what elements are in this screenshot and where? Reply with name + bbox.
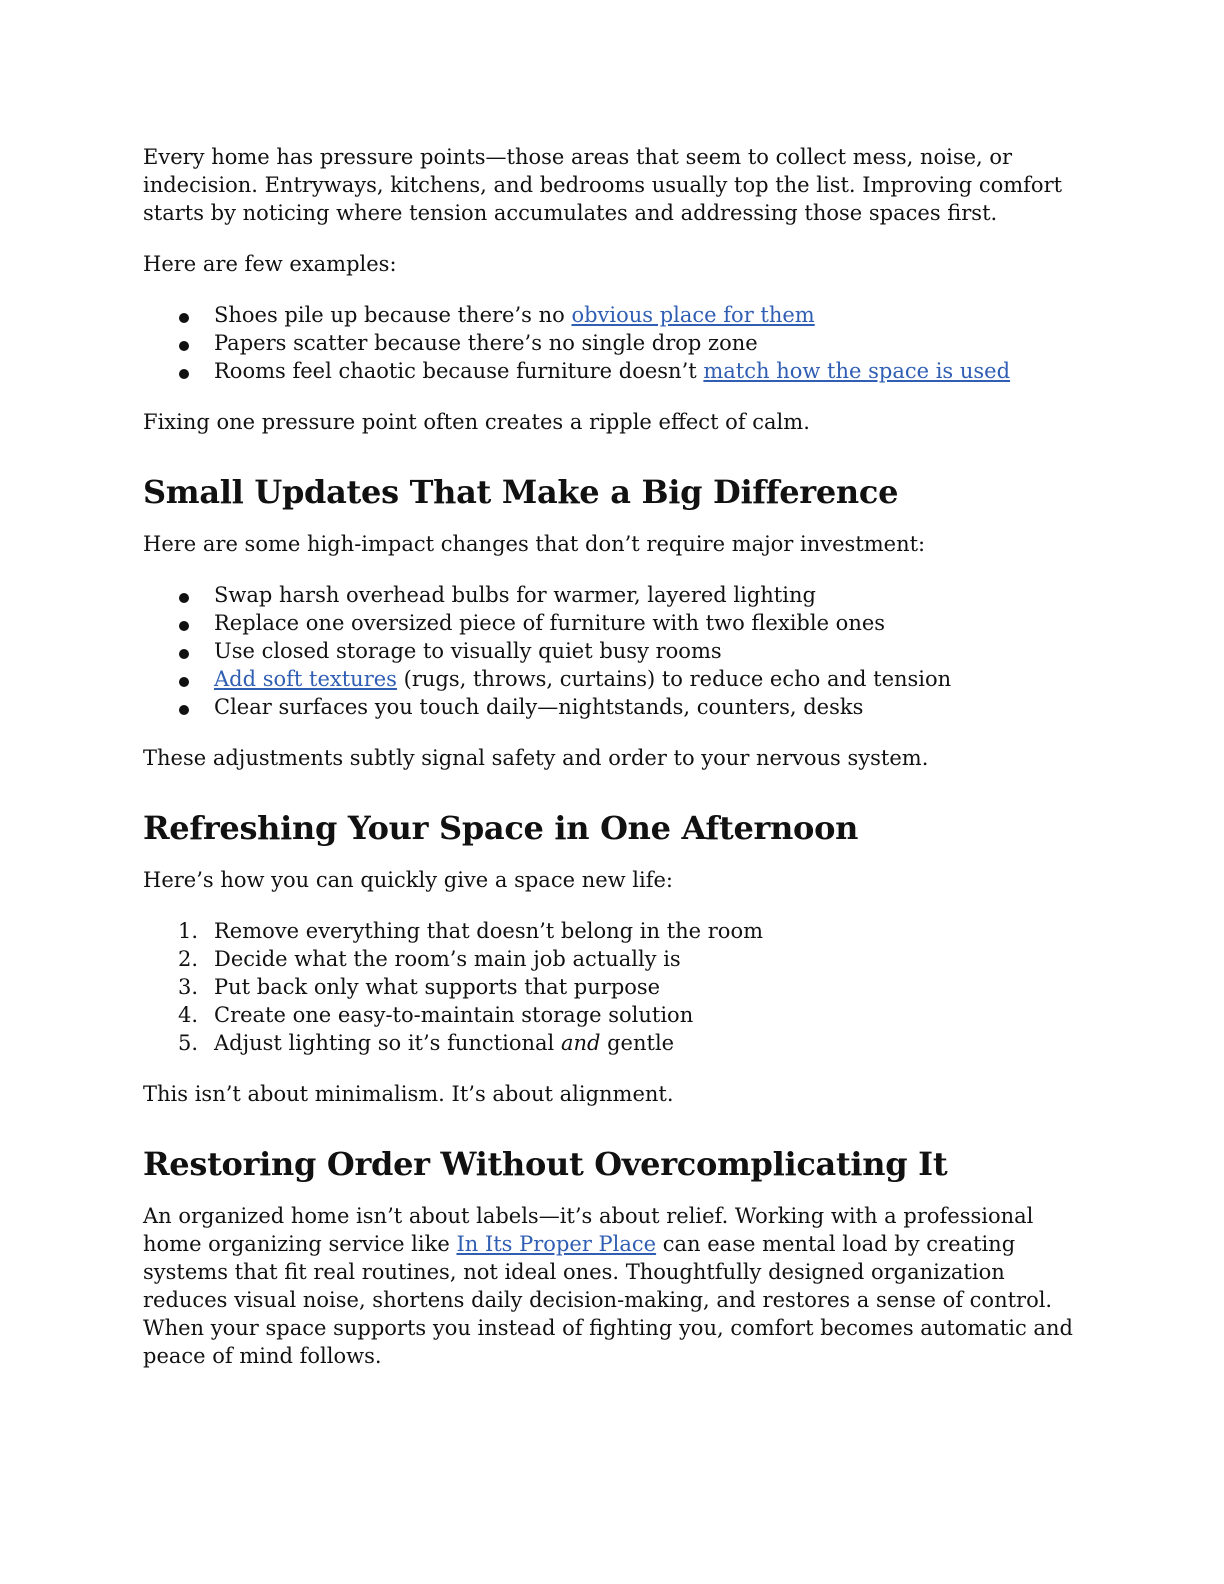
list-item-text: gentle xyxy=(600,1031,675,1055)
list-item xyxy=(143,1029,1083,1057)
list-item-text: Create one easy-to-maintain storage solution xyxy=(214,1003,694,1027)
bullet-icon xyxy=(179,705,189,715)
list-item xyxy=(143,973,1083,1001)
list-item xyxy=(143,637,1083,665)
link-soft-textures[interactable]: Add soft textures xyxy=(214,667,397,691)
step-number: 3. xyxy=(178,975,199,999)
list-item-text: (rugs, throws, curtains) to reduce echo and tension xyxy=(396,667,952,691)
bullet-icon xyxy=(179,369,189,379)
section-heading-small-updates: Small Updates That Make a Big Difference xyxy=(143,473,899,511)
list-item-text: Shoes pile up because there’s no xyxy=(214,303,572,327)
step-number: 2. xyxy=(178,947,199,971)
link-match-space[interactable]: match how the space is used xyxy=(703,359,1011,383)
list-item xyxy=(143,609,1083,637)
step-number: 4. xyxy=(178,1003,199,1027)
intro-closing: Fixing one pressure point often creates a ripple effect of calm. xyxy=(143,410,810,434)
section-heading-refreshing: Refreshing Your Space in One Afternoon xyxy=(143,809,859,847)
bullet-icon xyxy=(179,649,189,659)
paragraph-text: can ease mental load by creating systems that fit real routines, not ideal ones. Thoughtfully designed organization reduces visual noise, shortens daily decision-making, and restores a sense of control. When your space supports you instead of fighting you, comfort becomes automatic and peace of mind follows. xyxy=(143,1232,1073,1368)
list-item-text: Decide what the room’s main job actually is xyxy=(214,947,681,971)
bullet-icon xyxy=(179,593,189,603)
paragraph-text: An organized home isn’t about labels—it’s about relief. Working with a professional home organizing service like xyxy=(143,1204,1034,1256)
list-item xyxy=(143,693,1083,721)
list-item-text: Rooms feel chaotic because furniture doesn’t xyxy=(214,359,704,383)
examples-lead: Here are few examples: xyxy=(143,252,397,276)
list-item xyxy=(143,357,1083,385)
list-item-text: Remove everything that doesn’t belong in the room xyxy=(214,919,764,943)
document-page xyxy=(143,143,1083,1370)
section2-closing: This isn’t about minimalism. It’s about alignment. xyxy=(143,1082,674,1106)
bullet-icon xyxy=(179,621,189,631)
list-item-text: Adjust lighting so it’s functional xyxy=(214,1031,561,1055)
steps-list xyxy=(143,917,1083,1057)
list-item-text: Replace one oversized piece of furniture with two flexible ones xyxy=(214,611,886,635)
list-item-text: Put back only what supports that purpose xyxy=(214,975,661,999)
list-item-text: Swap harsh overhead bulbs for warmer, layered lighting xyxy=(214,583,816,607)
section1-closing: These adjustments subtly signal safety and order to your nervous system. xyxy=(143,746,929,770)
list-item xyxy=(143,329,1083,357)
intro-paragraph: Every home has pressure points—those areas that seem to collect mess, noise, or indecision. Entryways, kitchens, and bedrooms usually top the list. Improving comfort starts by noticing where tension accumulates and addressing those spaces first. xyxy=(143,145,1063,225)
section3-paragraph xyxy=(143,1202,1083,1370)
section2-lead: Here’s how you can quickly give a space new life: xyxy=(143,868,674,892)
section-heading-restoring-order: Restoring Order Without Overcomplicating It xyxy=(143,1145,948,1183)
updates-list xyxy=(143,581,1083,721)
list-item-text: Papers scatter because there’s no single drop zone xyxy=(214,331,758,355)
step-number: 5. xyxy=(178,1031,199,1055)
emphasis-text: and xyxy=(560,1031,601,1055)
bullet-icon xyxy=(179,313,189,323)
list-item xyxy=(143,581,1083,609)
list-item xyxy=(143,301,1083,329)
list-item-text: Use closed storage to visually quiet busy rooms xyxy=(214,639,722,663)
bullet-icon xyxy=(179,341,189,351)
list-item-text: Clear surfaces you touch daily—nightstands, counters, desks xyxy=(214,695,864,719)
link-in-its-proper-place[interactable]: In Its Proper Place xyxy=(456,1232,657,1256)
bullet-icon xyxy=(179,677,189,687)
list-item xyxy=(143,665,1083,693)
step-number: 1. xyxy=(178,919,199,943)
link-obvious-place[interactable]: obvious place for them xyxy=(571,303,815,327)
section1-lead: Here are some high-impact changes that don’t require major investment: xyxy=(143,532,926,556)
list-item xyxy=(143,1001,1083,1029)
list-item xyxy=(143,945,1083,973)
examples-list xyxy=(143,301,1083,385)
list-item xyxy=(143,917,1083,945)
